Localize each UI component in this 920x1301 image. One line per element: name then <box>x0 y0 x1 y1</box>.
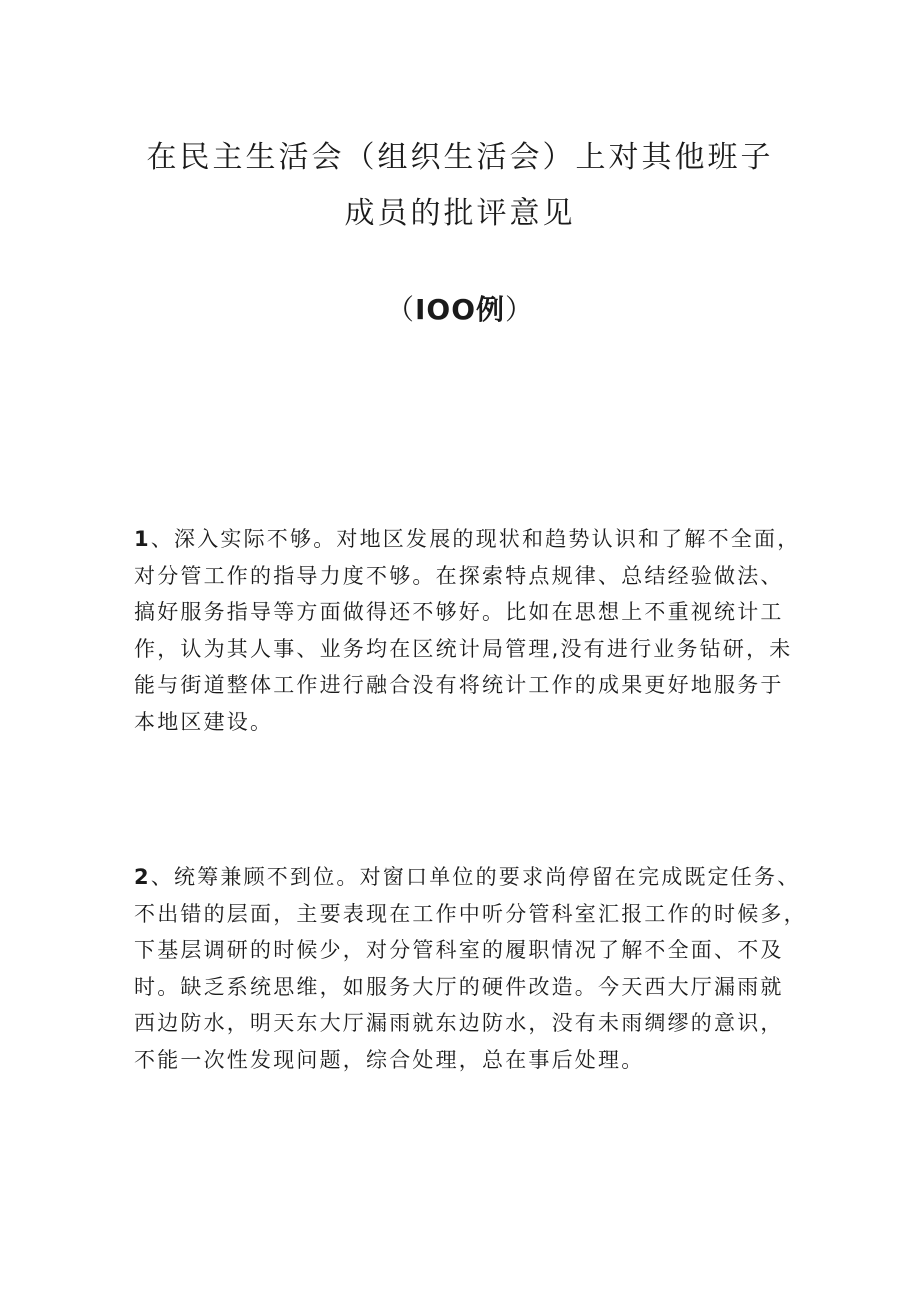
paragraph-number: 2 <box>134 865 151 889</box>
paragraph-text: 、统筹兼顾不到位。对窗口单位的要求尚停留在完成既定任务、 <box>150 865 801 889</box>
paragraph-line: 不出错的层面，主要表现在工作中听分管科室汇报工作的时候多， <box>134 901 807 926</box>
paragraph-line: 不能一次性发现问题，综合处理，总在事后处理。 <box>134 1047 645 1072</box>
paragraph-line: 下基层调研的时候少，对分管科室的履职情况了解不全面、不及 <box>134 938 784 963</box>
document-title <box>0 130 920 242</box>
paragraph-1 <box>134 521 810 741</box>
paragraph-line: 时。缺乏系统思维，如服务大厅的硬件改造。今天西大厅漏雨就 <box>134 974 784 999</box>
subtitle-text: IOO例 <box>414 293 506 326</box>
paragraph-line: 西边防水，明天东大厅漏雨就东边防水，没有未雨绸缪的意识， <box>134 1011 784 1036</box>
title-line-1: 在民主生活会（组织生活会）上对其他班子 <box>146 140 774 175</box>
paragraph-line: 能与街道整体工作进行融合没有将统计工作的成果更好地服务于 <box>134 673 784 698</box>
paragraph-text: 、深入实际不够。对地区发展的现状和趋势认识和了解不全面， <box>150 527 801 551</box>
subtitle-close-paren: ） <box>505 293 535 326</box>
paragraph-line: 搞好服务指导等方面做得还不够好。比如在思想上不重视统计工 <box>134 600 784 625</box>
paragraph-line: 作，认为其人事、业务均在区统计局管理,没有进行业务钻研，未 <box>134 636 793 661</box>
paragraph-line <box>134 521 810 558</box>
paragraph-line: 对分管工作的指导力度不够。在探索特点规律、总结经验做法、 <box>134 563 784 588</box>
paragraph-line <box>134 859 810 896</box>
title-line-2: 成员的批评意见 <box>344 196 576 231</box>
paragraph-2 <box>134 859 810 1079</box>
paragraph-number: 1 <box>134 527 151 551</box>
subtitle-open-paren: （ <box>385 293 415 326</box>
paragraph-line: 本地区建设。 <box>134 709 274 734</box>
document-subtitle <box>0 288 920 328</box>
